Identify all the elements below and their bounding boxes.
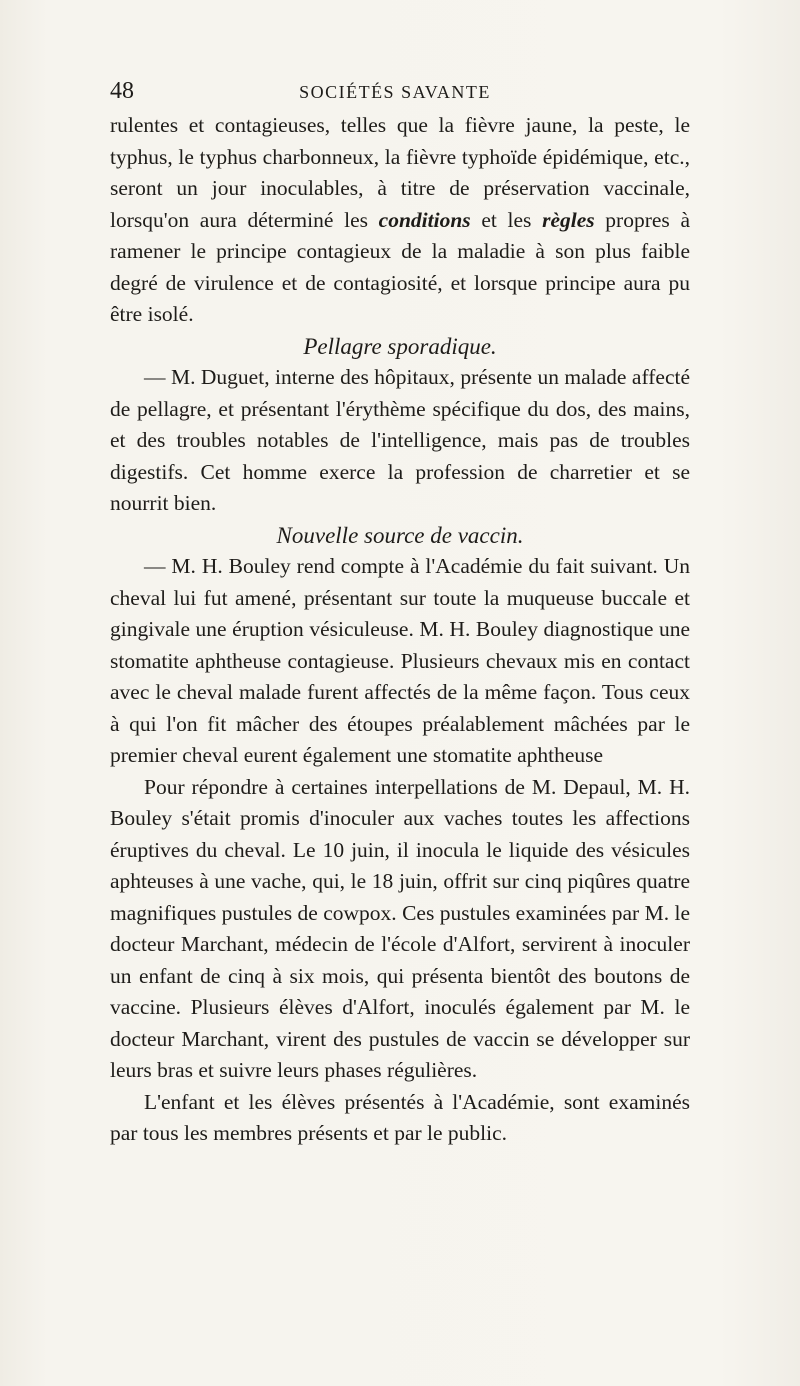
paragraph-intro-text-3: propres à ramener le principe contagieux de la maladie à son plus faible degré de virulence et de contagiosité, et lorsque principe aura pu être isolé.: [110, 207, 690, 326]
page-number: 48: [110, 78, 134, 104]
running-head: SOCIÉTÉS SAVANTE: [299, 82, 491, 102]
paragraph-intro: [110, 110, 690, 331]
page-header: [110, 78, 680, 108]
emphasis-regles: règles: [542, 207, 595, 232]
paragraph-inoculation: Pour répondre à certaines interpellations de M. Depaul, M. H. Bouley s'était promis d'inoculer aux vaches toutes les affections éruptives du cheval. Le 10 juin, il inocula le liquide des vésicules aphteuses à une vache, qui, le 18 juin, offrit sur cinq piqûres quatre magnifiques pustules de cowpox. Ces pustules examinées par M. le docteur Marchant, médecin de l'école d'Alfort, servirent à inoculer un enfant de cinq à six mois, qui présenta bientôt des boutons de vaccine. Plusieurs élèves d'Alfort, inoculés également par M. le docteur Marchant, virent des pustules de vaccin se développer sur leurs bras et suivre leurs phases régulières.: [110, 774, 690, 1082]
section-title-vaccin: Nouvelle source de vaccin.: [276, 522, 524, 548]
emphasis-conditions: conditions: [378, 207, 471, 232]
paragraph-presentation: L'enfant et les élèves présentés à l'Académie, sont examinés par tous les membres présents et par le public.: [110, 1089, 690, 1145]
body-text: [110, 110, 690, 1150]
section-title-pellagre: Pellagre sporadique.: [303, 333, 497, 359]
paragraph-intro-text-1: rulentes et contagieuses, telles que la fièvre jaune, la peste, le typhus, le typhus charbonneux, la fièvre typhoïde épidémique, etc., seront un jour inoculables, à titre de préservation vaccinale, lorsqu'on aura déterminé les: [110, 113, 690, 232]
paragraph-pellagre: — M. Duguet, interne des hôpitaux, présente un malade affecté de pellagre, et présentant l'érythème spécifique du dos, des mains, et des troubles notables de l'intelligence, mais pas de troubles digestifs. Cet homme exerce la profession de charretier et se nourrit bien.: [110, 365, 690, 515]
paragraph-intro-text-2: et les: [470, 207, 543, 232]
paragraph-bouley: — M. H. Bouley rend compte à l'Académie du fait suivant. Un cheval lui fut amené, présentant sur toute la muqueuse buccale et gingivale une éruption vésiculeuse. M. H. Bouley diagnostique une stomatite aphtheuse contagieuse. Plusieurs chevaux mis en contact avec le cheval malade furent affectés de la même façon. Tous ceux à qui l'on fit mâcher des étoupes préalablement mâchées par le premier cheval eurent également une stomatite aphtheuse: [110, 554, 690, 767]
